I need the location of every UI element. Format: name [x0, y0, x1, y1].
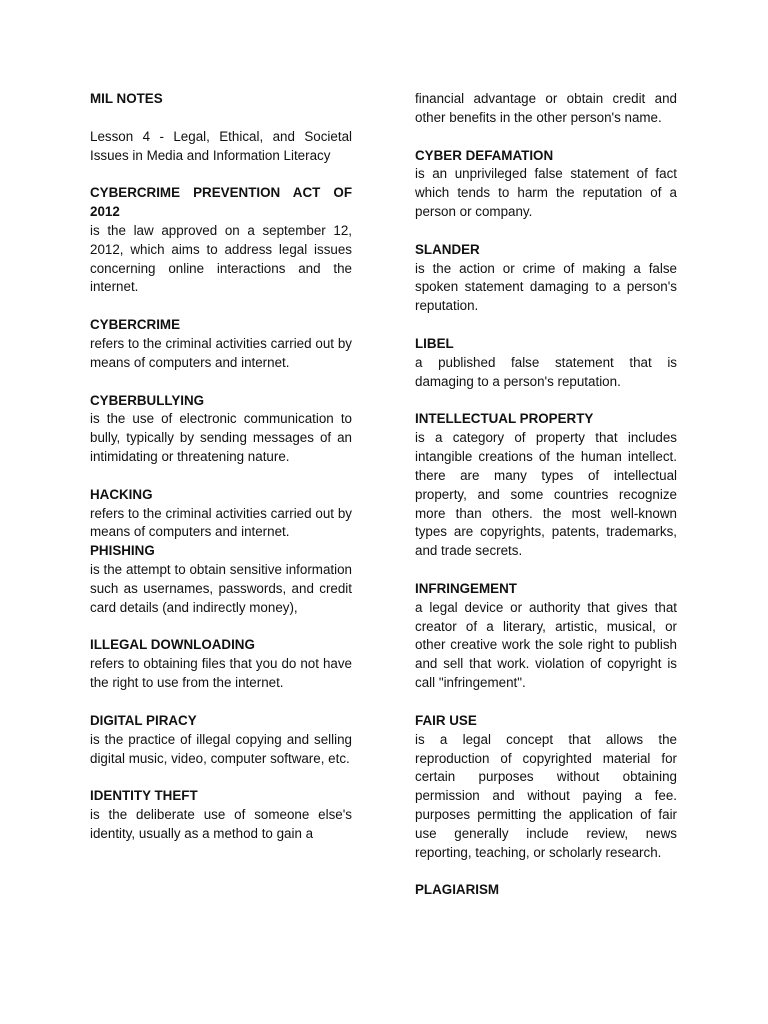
paragraph-spacer [90, 693, 352, 712]
term-heading-identity-theft: IDENTITY THEFT [90, 788, 198, 804]
paragraph-spacer [90, 297, 352, 316]
definition-phishing: is the attempt to obtain sensitive information such as usernames, passwords, and credit card details (and indirectly money), [90, 562, 352, 615]
definition-infringement: a legal device or authority that gives that creator of a literary, artistic, musical, or other creative work the sole right to publish and sell that work. violation of copyright is call "infringement". [415, 599, 677, 691]
paragraph-spacer [90, 373, 352, 392]
paragraph-spacer [90, 109, 352, 128]
term-heading-fair-use: FAIR USE [415, 712, 477, 728]
left-column [90, 90, 352, 844]
term-heading-cyber-defamation: CYBER DEFAMATION [415, 147, 554, 163]
paragraph-spacer [415, 222, 677, 241]
term-heading-plagiarism: PLAGIARISM [415, 882, 500, 898]
term-heading-hacking: HACKING [90, 486, 153, 502]
paragraph-spacer [90, 467, 352, 486]
paragraph-spacer [415, 863, 677, 882]
paragraph-spacer [415, 561, 677, 580]
definition-intellectual-property: is a category of property that includes intangible creations of the human intellect. there are many types of intellectual property, and some countries recognize more than others. the most well-known types are copyrights, patents, trademarks, and trade secrets. [415, 430, 677, 559]
definition-illegal-downloading: refers to obtaining files that you do not have the right to use from the internet. [90, 656, 352, 691]
definition-continued: financial advantage or obtain credit and other benefits in the other person's name. [415, 91, 677, 125]
definition-mil-notes: Lesson 4 - Legal, Ethical, and Societal Issues in Media and Information Literacy [90, 128, 352, 163]
term-heading-cybercrime-prevention-act-of-2012: CYBERCRIME PREVENTION ACT OF 2012 [90, 185, 352, 220]
term-heading-mil-notes: MIL NOTES [90, 91, 163, 106]
paragraph-spacer [90, 618, 352, 637]
paragraph-spacer [90, 165, 352, 184]
definition-slander: is the action or crime of making a false spoken statement damaging to a person's reputation. [415, 260, 677, 314]
right-column [415, 90, 677, 900]
term-heading-libel: LIBEL [415, 335, 454, 351]
term-heading-phishing: PHISHING [90, 543, 155, 559]
definition-cyber-defamation: is an unprivileged false statement of fact which tends to harm the reputation of a person or company. [415, 166, 677, 220]
definition-hacking: refers to the criminal activities carried out by means of computers and internet. [90, 505, 352, 540]
term-heading-cyberbullying: CYBERBULLYING [90, 392, 205, 408]
paragraph-spacer [90, 768, 352, 787]
term-heading-intellectual-property: INTELLECTUAL PROPERTY [415, 411, 594, 427]
definition-fair-use: is a legal concept that allows the reproduction of copyrighted material for certain purposes without obtaining permission and without paying a fee. purposes permitting the application of fair use generally include review, news reporting, teaching, or scholarly research. [415, 731, 677, 860]
paragraph-spacer [415, 392, 677, 411]
term-heading-infringement: INFRINGEMENT [415, 580, 517, 596]
term-heading-illegal-downloading: ILLEGAL DOWNLOADING [90, 637, 255, 653]
paragraph-spacer [415, 128, 677, 147]
definition-cybercrime: refers to the criminal activities carried out by means of computers and internet. [90, 335, 352, 370]
term-heading-digital-piracy: DIGITAL PIRACY [90, 712, 197, 728]
definition-libel: a published false statement that is damaging to a person's reputation. [415, 354, 677, 389]
term-heading-cybercrime: CYBERCRIME [90, 317, 181, 333]
definition-digital-piracy: is the practice of illegal copying and selling digital music, video, computer software, etc. [90, 731, 352, 766]
definition-cyberbullying: is the use of electronic communication to bully, typically by sending messages of an intimidating or threatening nature. [90, 411, 352, 465]
paragraph-spacer [415, 693, 677, 712]
definition-cybercrime-prevention-act-of-2012: is the law approved on a september 12, 2012, which aims to address legal issues concerning online interactions and the internet. [90, 222, 352, 295]
paragraph-spacer [415, 316, 677, 335]
term-heading-slander: SLANDER [415, 241, 480, 257]
definition-identity-theft: is the deliberate use of someone else's identity, usually as a method to gain a [90, 807, 352, 841]
